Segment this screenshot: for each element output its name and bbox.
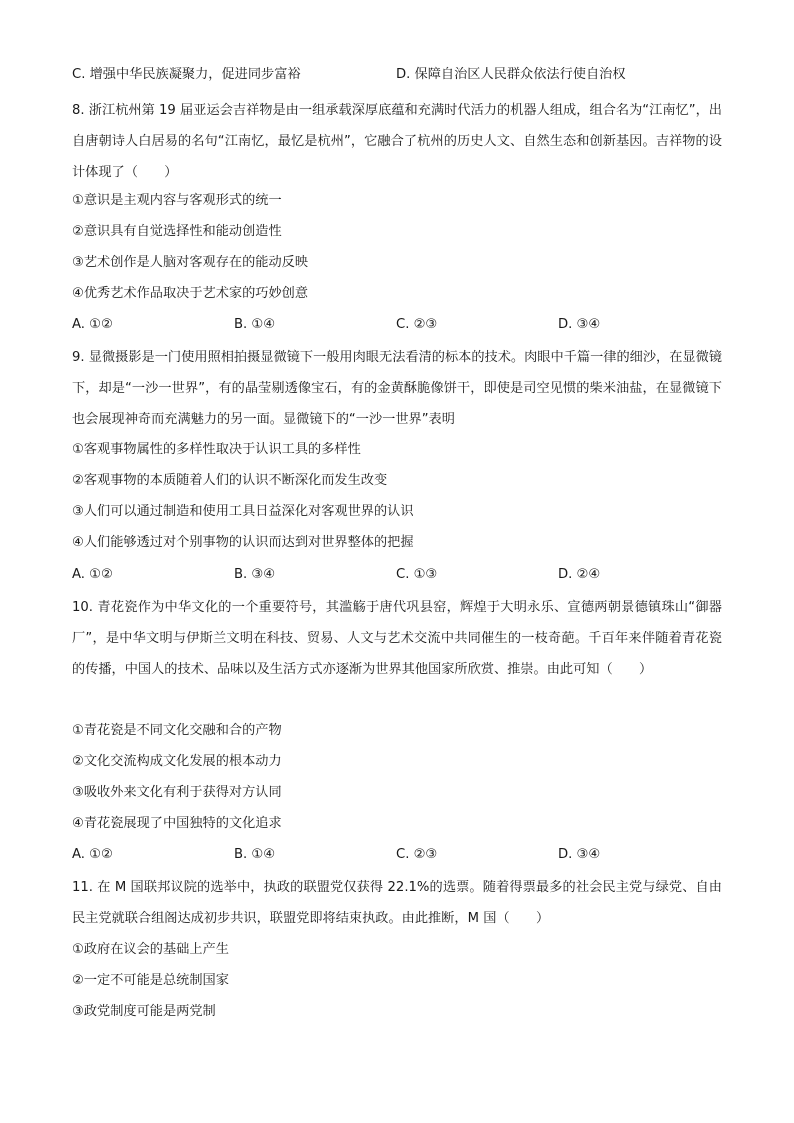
- q10-option-c: C. ②③: [396, 847, 438, 862]
- q8-option-c: C. ②③: [396, 317, 438, 332]
- q11-statement-3: ③政党制度可能是两党制: [72, 1004, 216, 1019]
- q9-statement-3: ③人们可以通过制造和使用工具日益深化对客观世界的认识: [72, 504, 414, 519]
- q8-statement-3: ③艺术创作是人脑对客观存在的能动反映: [72, 255, 309, 270]
- q10-statement-4: ④青花瓷展现了中国独特的文化追求: [72, 816, 282, 831]
- q8-option-d: D. ③④: [558, 317, 601, 332]
- q10-statement-2: ②文化交流构成文化发展的根本动力: [72, 754, 282, 769]
- q10-option-a: A. ①②: [72, 847, 113, 862]
- q9-statement-2: ②客观事物的本质随着人们的认识不断深化而发生改变: [72, 473, 388, 488]
- q8-statement-4: ④优秀艺术作品取决于艺术家的巧妙创意: [72, 286, 309, 301]
- q10-statement-1: ①青花瓷是不同文化交融和合的产物: [72, 723, 282, 738]
- q7-option-c: C. 增强中华民族凝聚力，促进同步富裕: [72, 67, 301, 82]
- q8-option-b: B. ①④: [234, 317, 276, 332]
- q10-option-d: D. ③④: [558, 847, 601, 862]
- q9-option-b: B. ③④: [234, 567, 276, 582]
- q9-option-c: C. ①③: [396, 567, 438, 582]
- q9-statement-1: ①客观事物属性的多样性取决于认识工具的多样性: [72, 442, 361, 457]
- q10-stem: 10. 青花瓷作为中华文化的一个重要符号，其滥觞于唐代巩县窑，辉煌于大明永乐、宣德两朝景德镇珠山“御器厂”，是中华文明与伊斯兰文明在科技、贸易、人文与艺术交流中共同催生的一枝奇葩。千百年来伴随着青花瓷的传播，中国人的技术、品味以及生活方式亦逐渐为世界其他国家所欣赏、推崇。由此可知（ ）: [72, 600, 722, 677]
- q10-option-b: B. ①④: [234, 847, 276, 862]
- q8-option-a: A. ①②: [72, 317, 113, 332]
- q8-statement-2: ②意识具有自觉选择性和能动创造性: [72, 224, 282, 239]
- q8-statement-1: ①意识是主观内容与客观形式的统一: [72, 193, 282, 208]
- q8-stem: 8. 浙江杭州第 19 届亚运会吉祥物是由一组承载深厚底蕴和充满时代活力的机器人组成，组合名为“江南忆”，出自唐朝诗人白居易的名句“江南忆，最忆是杭州”，它融合了杭州的历史人文、自然生态和创新基因。吉祥物的设计体现了（ ）: [72, 103, 722, 180]
- q11-statement-2: ②一定不可能是总统制国家: [72, 973, 229, 988]
- q9-option-d: D. ②④: [558, 567, 601, 582]
- q7-option-d: D. 保障自治区人民群众依法行使自治权: [396, 67, 626, 82]
- q9-statement-4: ④人们能够透过对个别事物的认识而达到对世界整体的把握: [72, 535, 414, 550]
- q11-statement-1: ①政府在议会的基础上产生: [72, 942, 229, 957]
- q9-option-a: A. ①②: [72, 567, 113, 582]
- q10-statement-3: ③吸收外来文化有利于获得对方认同: [72, 785, 282, 800]
- q11-stem: 11. 在 M 国联邦议院的选举中，执政的联盟党仅获得 22.1%的选票。随着得票最多的社会民主党与绿党、自由民主党就联合组阁达成初步共识，联盟党即将结束执政。由此推断，M 国（ ）: [72, 880, 722, 926]
- q9-stem: 9. 显微摄影是一门使用照相拍摄显微镜下一般用肉眼无法看清的标本的技术。肉眼中千篇一律的细沙，在显微镜下，却是“一沙一世界”，有的晶莹剔透像宝石，有的金黄酥脆像饼干，即使是司空见惯的柴米油盐，在显微镜下也会展现神奇而充满魅力的另一面。显微镜下的“一沙一世界”表明: [72, 350, 722, 427]
